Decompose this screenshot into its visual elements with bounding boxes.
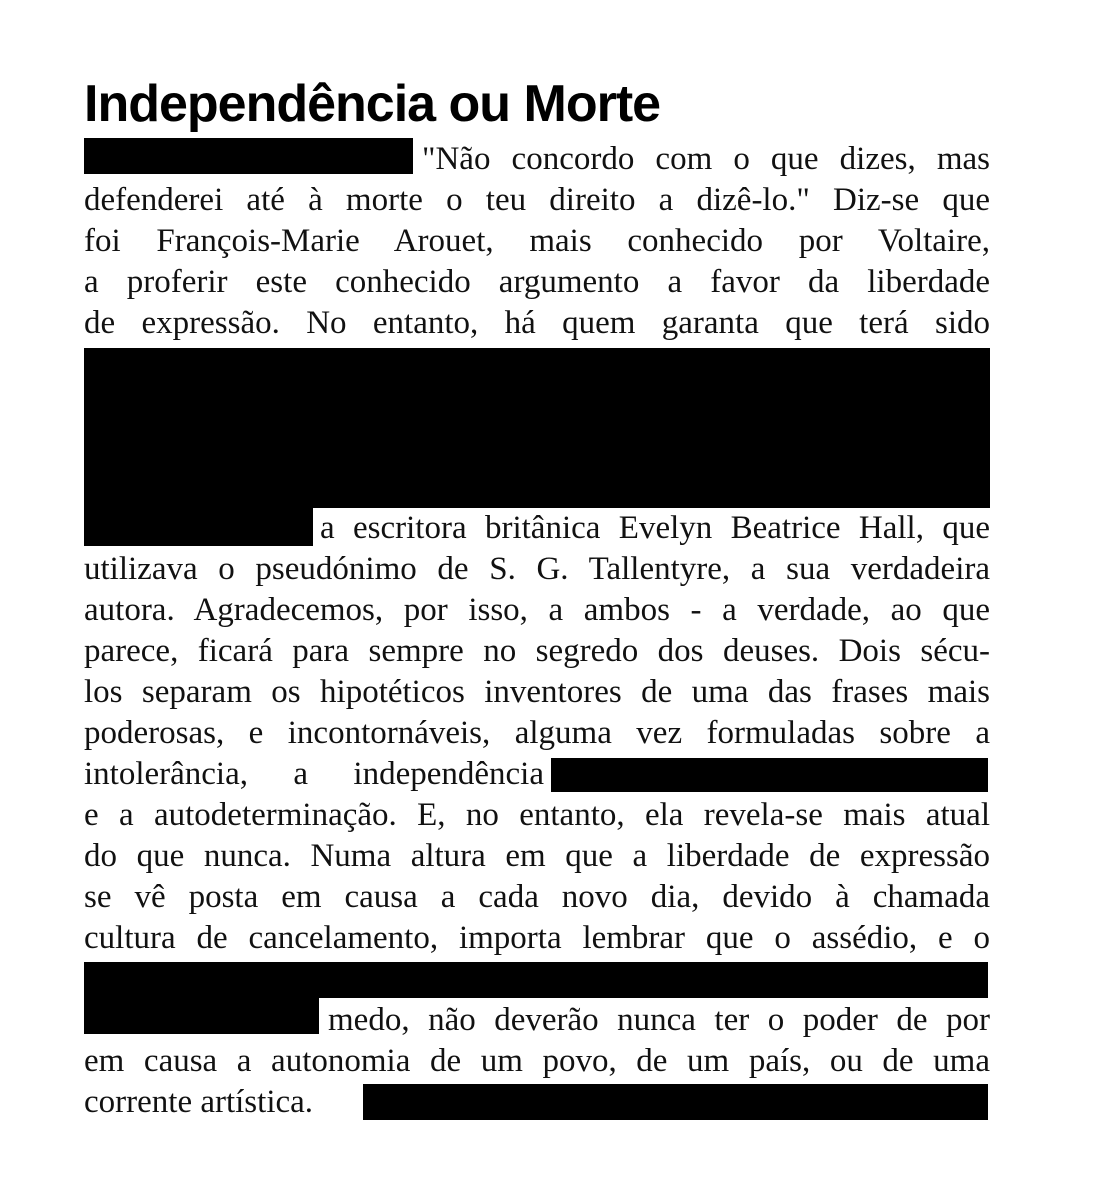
article-line: foi François-Marie Arouet, mais conhecido por Voltaire, bbox=[84, 223, 990, 259]
article-line: medo, não deverão nunca ter o poder de por bbox=[328, 1002, 990, 1038]
article-line: corrente artística. bbox=[84, 1084, 314, 1120]
article-line: a proferir este conhecido argumento a favor da liberdade bbox=[84, 264, 990, 300]
article-title: Independência ou Morte bbox=[84, 75, 661, 133]
article-line: em causa a autonomia de um povo, de um país, ou de uma bbox=[84, 1043, 990, 1079]
redaction-bar bbox=[84, 508, 313, 546]
article-line: de expressão. No entanto, há quem garanta que terá sido bbox=[84, 305, 990, 341]
article-line: se vê posta em causa a cada novo dia, devido à chamada bbox=[84, 879, 990, 915]
article-line: utilizava o pseudónimo de S. G. Tallentyre, a sua verdadeira bbox=[84, 551, 990, 587]
article-line: poderosas, e incontornáveis, alguma vez formuladas sobre a bbox=[84, 715, 990, 751]
article-line: cultura de cancelamento, importa lembrar que o assédio, e o bbox=[84, 920, 990, 956]
article-line: intolerância, a independência bbox=[84, 756, 544, 792]
article-line: autora. Agradecemos, por isso, a ambos - a verdade, ao que bbox=[84, 592, 990, 628]
redaction-bar bbox=[551, 758, 988, 792]
redaction-bar bbox=[363, 1084, 988, 1120]
article-line: a escritora britânica Evelyn Beatrice Hall, que bbox=[320, 510, 990, 546]
redaction-bar bbox=[84, 962, 988, 998]
article-line: defenderei até à morte o teu direito a dizê-lo." Diz-se que bbox=[84, 182, 990, 218]
redaction-bar bbox=[84, 998, 319, 1034]
article-line: e a autodeterminação. E, no entanto, ela revela-se mais atual bbox=[84, 797, 990, 833]
article-line: parece, ficará para sempre no segredo dos deuses. Dois sécu- bbox=[84, 633, 990, 669]
article-line: "Não concordo com o que dizes, mas bbox=[422, 141, 990, 177]
article-line: do que nunca. Numa altura em que a liberdade de expressão bbox=[84, 838, 990, 874]
redaction-bar bbox=[84, 138, 413, 174]
redaction-bar bbox=[84, 348, 990, 508]
article-line: los separam os hipotéticos inventores de uma das frases mais bbox=[84, 674, 990, 710]
